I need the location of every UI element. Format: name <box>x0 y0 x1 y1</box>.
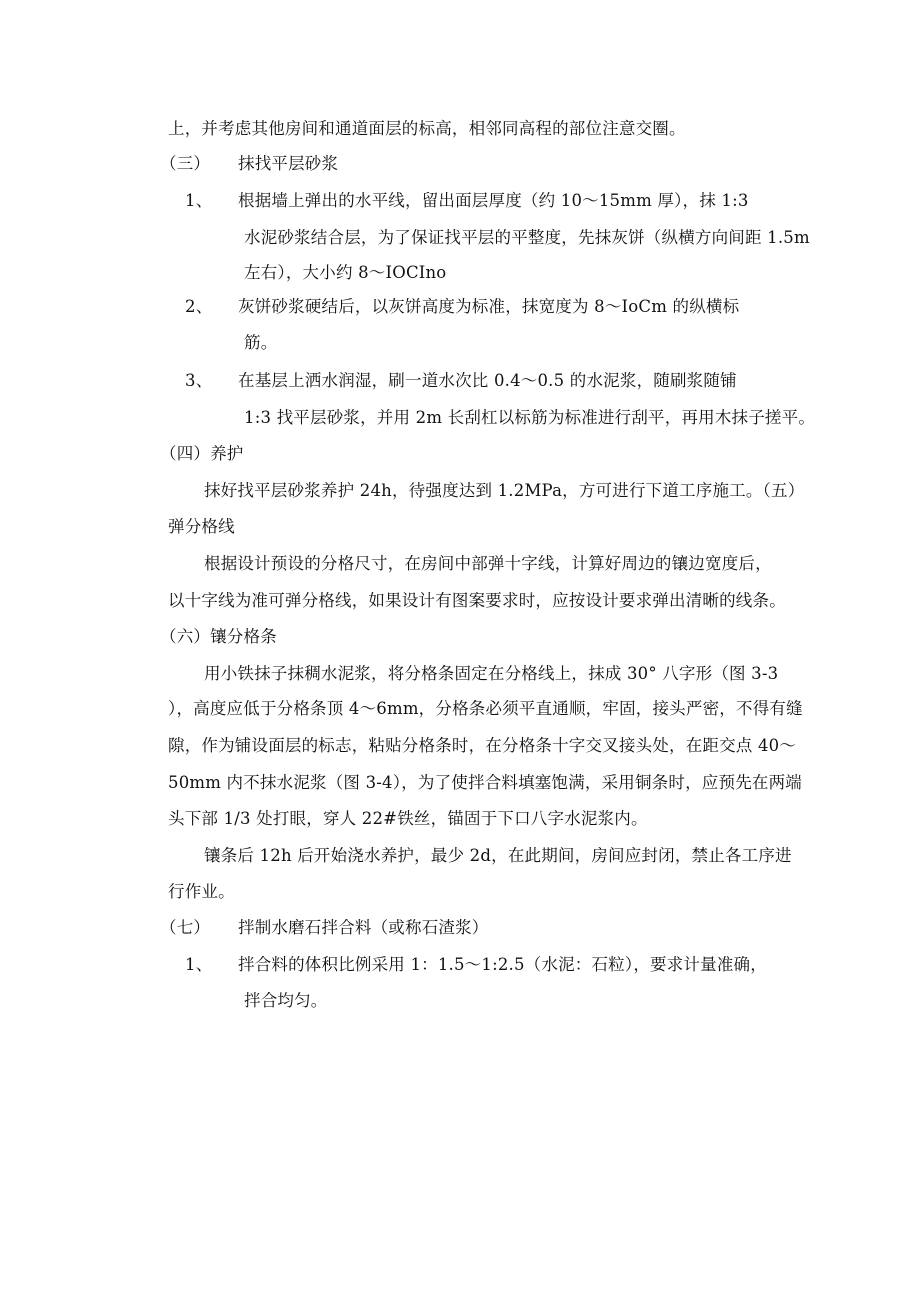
text-line: 左右），大小约 8～IOCIno <box>244 263 447 282</box>
item-number: 3、 <box>185 371 213 390</box>
text-line: 灰饼砂浆硬结后，以灰饼高度为标准，抹宽度为 8～IoCm 的纵横标 <box>238 297 740 316</box>
item-number: 1、 <box>185 955 213 974</box>
text-line: 水泥砂浆结合层，为了保证找平层的平整度，先抹灰饼（纵横方向间距 1.5m <box>244 228 810 247</box>
text-line: 1:3 找平层砂浆，并用 2m 长刮杠以标筋为标准进行刮平，再用木抹子搓平。 <box>244 408 816 427</box>
text-line: 筋。 <box>244 333 278 352</box>
section-heading: （四）养护 <box>160 444 244 463</box>
section-number: （七） <box>160 918 211 937</box>
section-heading: 抹找平层砂浆 <box>238 154 339 173</box>
text-line: 拌合料的体积比例采用 1：1.5～1:2.5（水泥：石粒），要求计量准确， <box>238 955 767 974</box>
item-number: 1、 <box>185 191 213 210</box>
section-number: （三） <box>160 154 211 173</box>
section-heading: 拌制水磨石拌合料（或称石渣浆） <box>238 918 489 937</box>
section-heading: 弹分格线 <box>168 517 235 536</box>
text-line: 根据墙上弹出的水平线，留出面层厚度（约 10～15mm 厚），抹 1:3 <box>238 191 749 210</box>
text-line: ），高度应低于分格条顶 4～6mm，分格条必须平直通顺，牢固，接头严密，不得有缝 <box>168 699 803 718</box>
text-line: 头下部 1/3 处打眼，穿人 22#铁丝，锚固于下口八字水泥浆内。 <box>168 809 648 828</box>
text-line: 拌合均匀。 <box>244 991 328 1010</box>
text-line: 在基层上洒水润湿，刷一道水次比 0.4～0.5 的水泥浆，随刷浆随铺 <box>238 371 737 390</box>
text-line: 行作业。 <box>168 882 235 901</box>
text-line: 用小铁抹子抹稠水泥浆，将分格条固定在分格线上，抹成 30° 八字形（图 3-3 <box>204 664 779 683</box>
text-line: 以十字线为准可弹分格线，如果设计有图案要求时，应按设计要求弹出清晰的线条。 <box>168 591 786 610</box>
text-line: 上，并考虑其他房间和通道面层的标高，相邻同高程的部位注意交圈。 <box>168 119 686 138</box>
item-number: 2、 <box>185 297 213 316</box>
section-heading: （六）镶分格条 <box>160 627 277 646</box>
text-line: 抹好找平层砂浆养护 24h，待强度达到 1.2MPa，方可进行下道工序施工。（五） <box>204 481 805 500</box>
text-line: 50mm 内不抹水泥浆（图 3-4），为了使拌合料填塞饱满，采用铜条时，应预先在两端 <box>168 773 802 792</box>
text-line: 镶条后 12h 后开始浇水养护，最少 2d，在此期间，房间应封闭，禁止各工序进 <box>204 846 792 865</box>
text-line: 隙，作为铺设面层的标志，粘贴分格条时，在分格条十字交叉接头处，在距交点 40～ <box>168 736 797 755</box>
text-line: 根据设计预设的分格尺寸，在房间中部弹十字线，计算好周边的镶边宽度后， <box>204 554 772 573</box>
